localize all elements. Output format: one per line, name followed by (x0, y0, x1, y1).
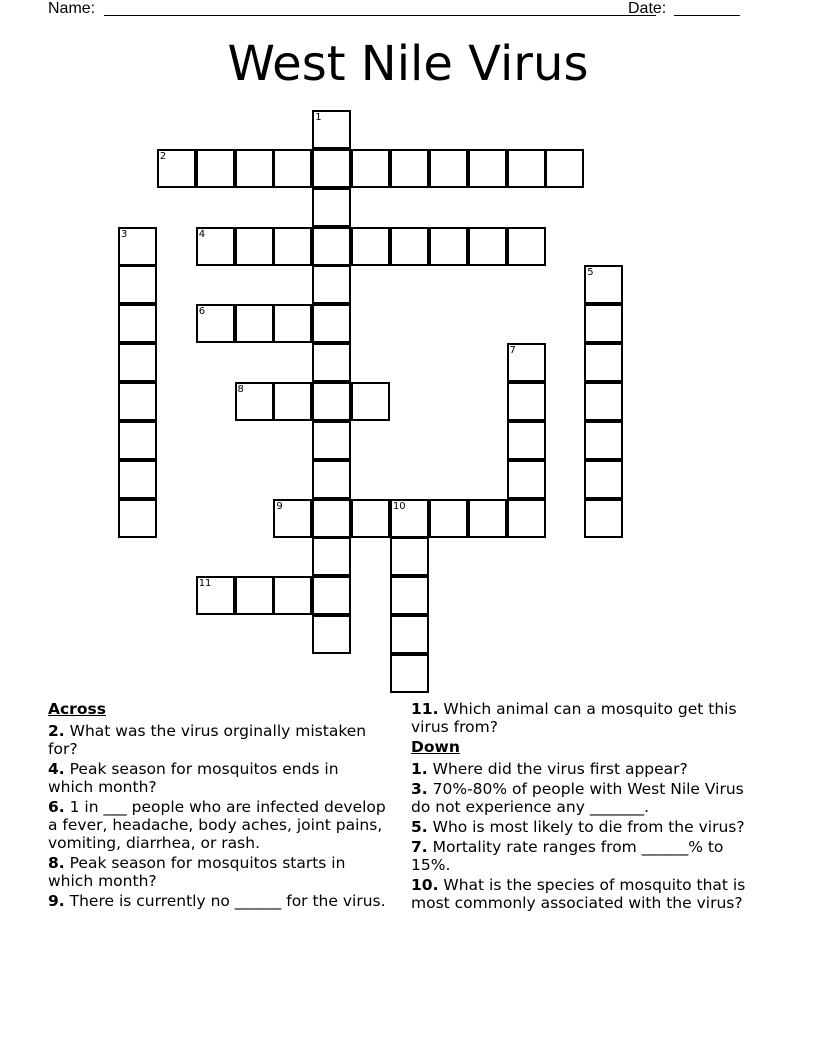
grid-cell[interactable] (390, 537, 429, 576)
grid-cell[interactable] (429, 227, 468, 266)
grid-cell[interactable] (312, 382, 351, 421)
down-heading: Down (411, 738, 460, 756)
grid-cell[interactable] (507, 149, 546, 188)
grid-cell[interactable] (118, 499, 157, 538)
grid-cell[interactable] (196, 576, 235, 615)
clue-text: There is currently no ______ for the virus. (69, 892, 386, 910)
grid-cell[interactable] (390, 615, 429, 654)
grid-cell[interactable] (273, 576, 312, 615)
across-clue (48, 854, 388, 890)
grid-cell[interactable] (196, 227, 235, 266)
grid-cell[interactable] (312, 265, 351, 304)
cell-number: 4 (198, 228, 206, 240)
grid-cell[interactable] (468, 227, 507, 266)
grid-cell[interactable] (312, 615, 351, 654)
grid-cell[interactable] (312, 188, 351, 227)
grid-cell[interactable] (390, 499, 429, 538)
down-clue (411, 876, 751, 912)
grid-cell[interactable] (390, 654, 429, 693)
grid-cell[interactable] (235, 149, 274, 188)
grid-cell[interactable] (273, 499, 312, 538)
grid-cell[interactable] (312, 110, 351, 149)
clue-number: 1. (411, 760, 428, 778)
grid-cell[interactable] (584, 265, 623, 304)
grid-cell[interactable] (235, 382, 274, 421)
grid-cell[interactable] (351, 382, 390, 421)
clue-text: 70%-80% of people with West Nile Virus do not experience any _______. (411, 780, 744, 816)
cell-number: 5 (587, 267, 594, 279)
across-clue (48, 798, 388, 852)
down-clue (411, 838, 751, 874)
grid-cell[interactable] (235, 227, 274, 266)
grid-cell[interactable] (584, 499, 623, 538)
clue-number: 6. (48, 798, 65, 816)
name-label: Name: (48, 0, 96, 17)
grid-cell[interactable] (351, 149, 390, 188)
clue-text: Peak season for mosquitos starts in which month? (48, 854, 346, 890)
grid-cell[interactable] (312, 576, 351, 615)
cell-number: 10 (392, 500, 406, 512)
clue-number: 2. (48, 722, 65, 740)
grid-cell[interactable] (390, 576, 429, 615)
across-clue (48, 722, 388, 758)
clue-text: 1 in ___ people who are infected develop a fever, headache, body aches, joint pains, vomiting, diarrhea, or rash. (48, 798, 386, 852)
grid-cell[interactable] (273, 382, 312, 421)
clue-text: Where did the virus first appear? (432, 760, 688, 778)
grid-cell[interactable] (273, 227, 312, 266)
grid-cell[interactable] (584, 343, 623, 382)
grid-cell[interactable] (312, 537, 351, 576)
across-clue (411, 700, 751, 736)
clue-number: 9. (48, 892, 65, 910)
grid-cell[interactable] (429, 149, 468, 188)
grid-cell[interactable] (390, 149, 429, 188)
grid-cell[interactable] (118, 382, 157, 421)
clue-text: What was the virus orginally mistaken for? (48, 722, 367, 758)
clue-text: Who is most likely to die from the virus? (432, 818, 745, 836)
grid-cell[interactable] (235, 304, 274, 343)
grid-cell[interactable] (584, 304, 623, 343)
clues-left-column (48, 700, 388, 912)
grid-cell[interactable] (312, 421, 351, 460)
clue-text: What is the species of mosquito that is most commonly associated with the virus? (411, 876, 746, 912)
clue-number: 7. (411, 838, 428, 856)
clue-number: 10. (411, 876, 439, 894)
clue-number: 11. (411, 700, 439, 718)
clues-right-column (411, 700, 751, 914)
grid-cell[interactable] (507, 343, 546, 382)
grid-cell[interactable] (507, 421, 546, 460)
grid-cell[interactable] (507, 460, 546, 499)
grid-cell[interactable] (584, 421, 623, 460)
grid-cell[interactable] (312, 304, 351, 343)
clue-number: 4. (48, 760, 65, 778)
grid-cell[interactable] (196, 149, 235, 188)
cell-number: 2 (159, 150, 167, 162)
grid-cell[interactable] (507, 499, 546, 538)
grid-cell[interactable] (118, 343, 157, 382)
grid-cell[interactable] (118, 460, 157, 499)
across-clue (48, 760, 388, 796)
date-label: Date: (628, 0, 667, 17)
cell-number: 9 (276, 500, 283, 512)
cell-number: 8 (237, 383, 244, 395)
cell-number: 7 (509, 345, 516, 357)
grid-cell[interactable] (312, 460, 351, 499)
cell-number: 3 (121, 228, 128, 240)
grid-cell[interactable] (507, 382, 546, 421)
grid-cell[interactable] (312, 149, 351, 188)
across-clue (48, 892, 388, 910)
down-clue (411, 818, 751, 836)
grid-cell[interactable] (545, 149, 584, 188)
grid-cell[interactable] (390, 227, 429, 266)
puzzle-title: West Nile Virus (227, 36, 589, 92)
grid-cell[interactable] (118, 421, 157, 460)
across-heading: Across (48, 700, 106, 718)
clue-text: Peak season for mosquitos ends in which month? (48, 760, 339, 796)
grid-cell[interactable] (468, 499, 507, 538)
grid-cell[interactable] (273, 304, 312, 343)
cell-number: 1 (315, 112, 322, 123)
grid-cell[interactable] (157, 149, 196, 188)
down-clue (411, 760, 751, 778)
grid-cell[interactable] (312, 343, 351, 382)
cell-number: 6 (198, 306, 206, 318)
grid-cell[interactable] (584, 460, 623, 499)
grid-cell[interactable] (196, 304, 235, 343)
grid-cell[interactable] (312, 227, 351, 266)
grid-cell[interactable] (273, 149, 312, 188)
grid-cell[interactable] (118, 227, 157, 266)
grid-cell[interactable] (429, 499, 468, 538)
grid-cell[interactable] (235, 576, 274, 615)
down-clue (411, 780, 751, 816)
clue-text: Mortality rate ranges from ______% to 15%. (411, 838, 724, 874)
grid-cell[interactable] (312, 499, 351, 538)
clue-text: Which animal can a mosquito get this virus from? (411, 700, 737, 736)
clue-number: 8. (48, 854, 65, 872)
grid-cell[interactable] (118, 304, 157, 343)
clue-number: 5. (411, 818, 428, 836)
cell-number: 11 (198, 578, 212, 590)
grid-cell[interactable] (351, 499, 390, 538)
clue-number: 3. (411, 780, 428, 798)
grid-cell[interactable] (507, 227, 546, 266)
grid-cell[interactable] (468, 149, 507, 188)
grid-cell[interactable] (351, 227, 390, 266)
grid-cell[interactable] (584, 382, 623, 421)
grid-cell[interactable] (118, 265, 157, 304)
